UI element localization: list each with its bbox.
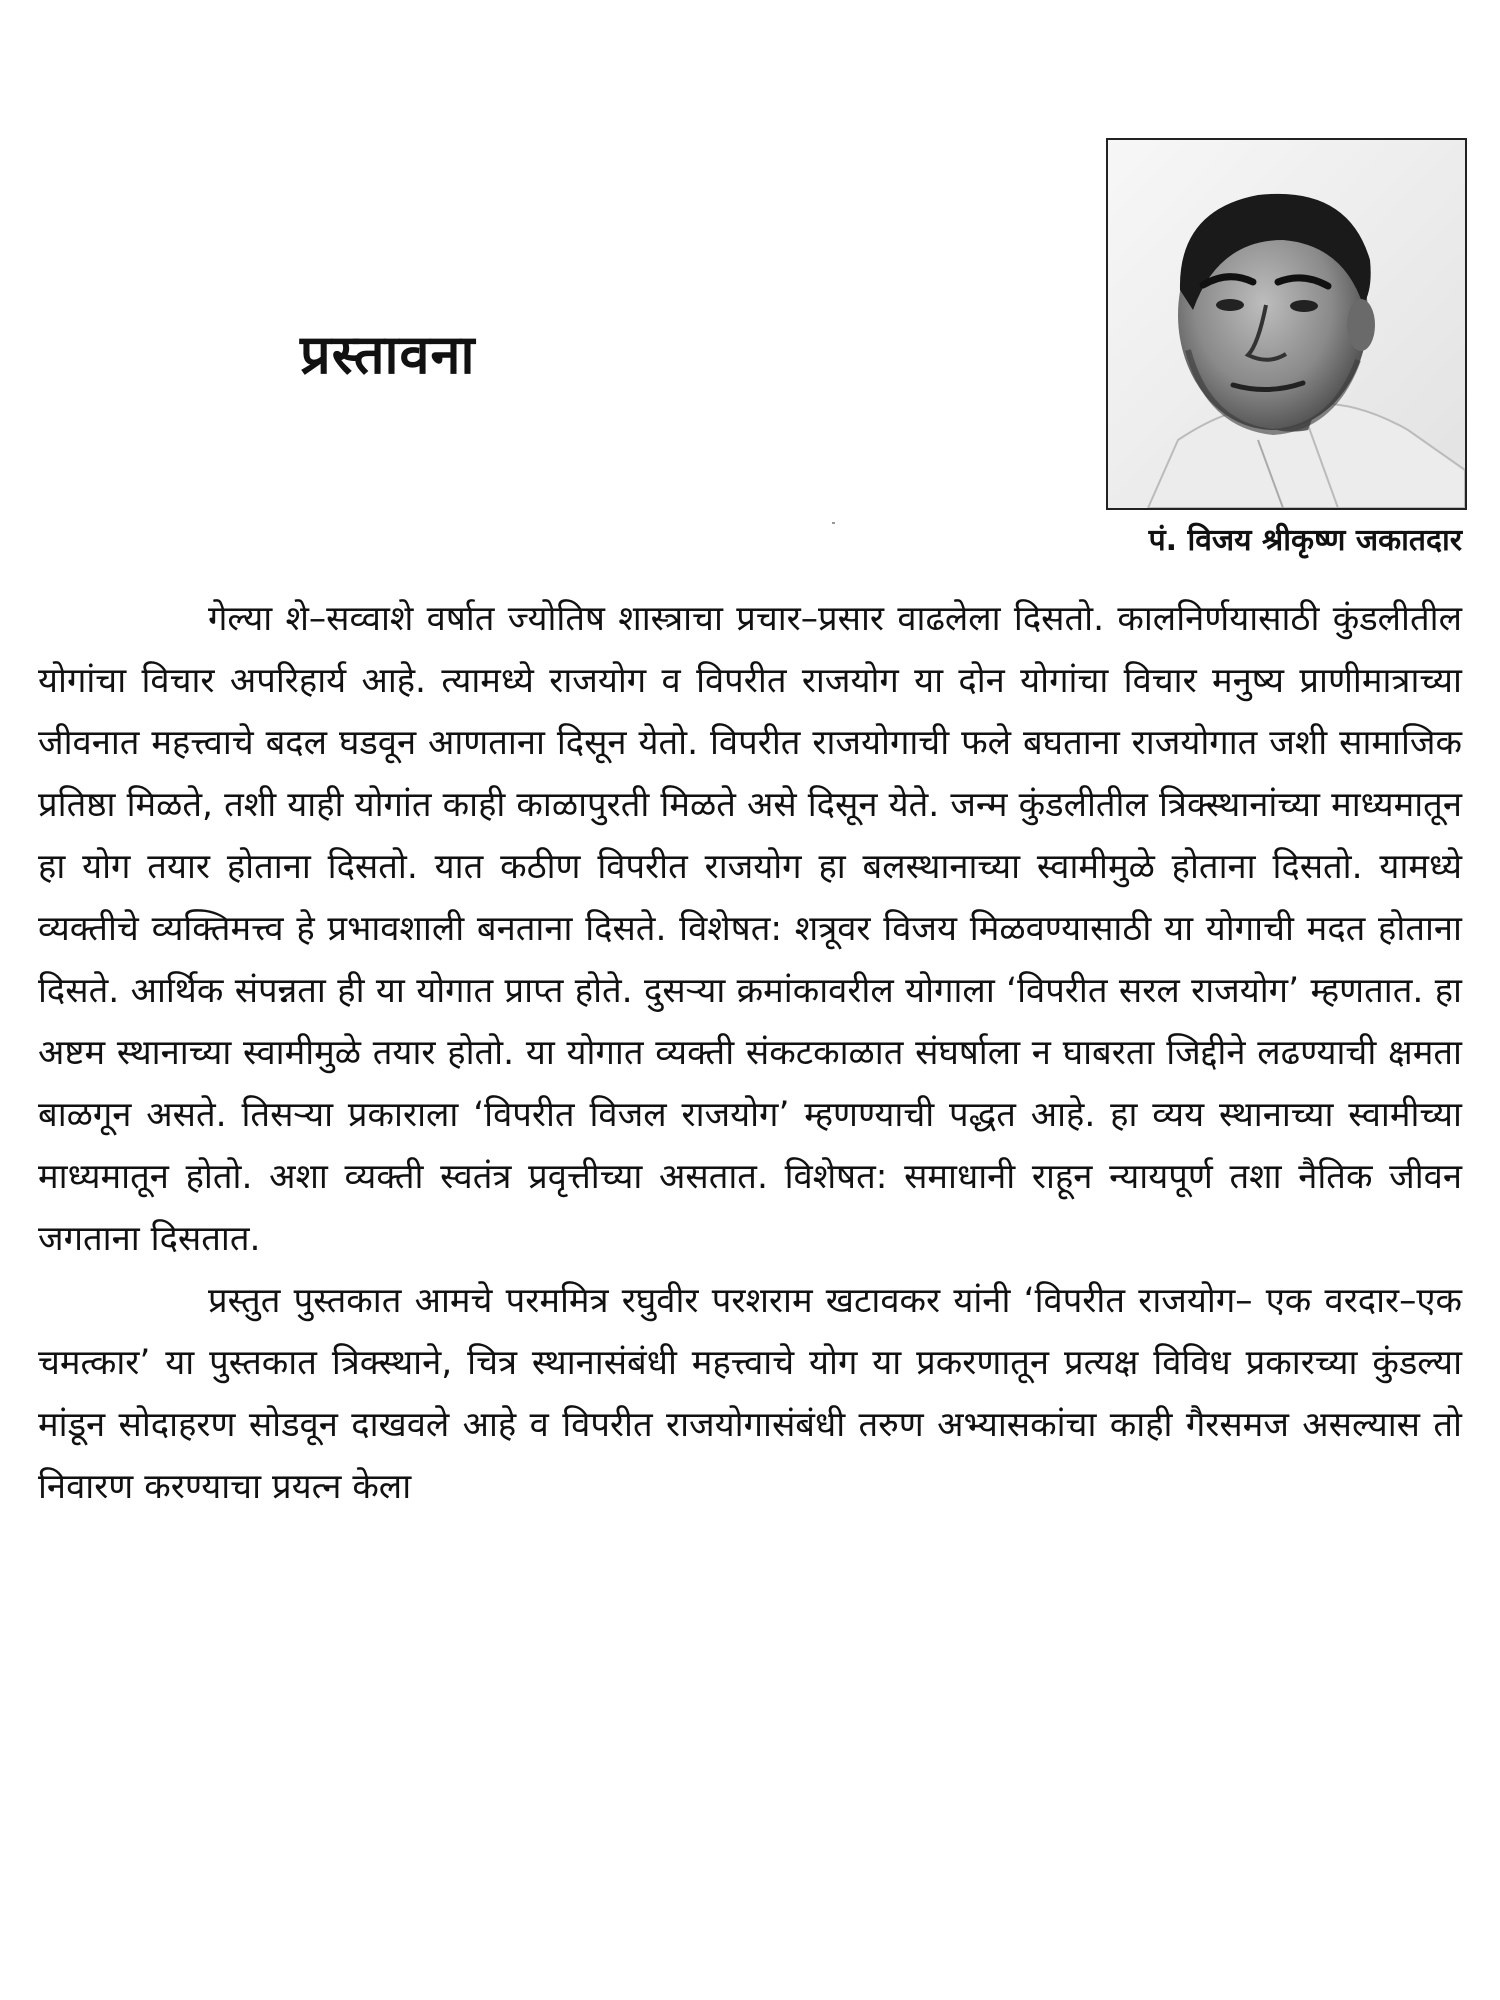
author-name: पं. विजय श्रीकृष्ण जकातदार <box>1148 523 1462 558</box>
portrait-image <box>1108 140 1465 508</box>
page-heading: प्रस्तावना <box>300 323 476 386</box>
paragraph-2: प्रस्तुत पुस्तकात आमचे परममित्र रघुवीर परशराम खटावकर यांनी ‘विपरीत राजयोग– एक वरदार–एक चमत्कार’ या पुस्तकात त्रिक्स्थाने, चित्र स्थानासंबंधी महत्त्वाचे योग या प्रकरणातून प्रत्यक्ष विविध प्रकारच्या कुंडल्या मांडून सोदाहरण सोडवून दाखवले आहे व विपरीत राजयोगासंबंधी तरुण अभ्यासकांचा काही गैरसमज असल्यास तो निवारण करण्याचा प्रयत्न केला <box>38 1281 1462 1507</box>
author-portrait <box>1106 138 1467 510</box>
preface-body <box>38 588 1462 1518</box>
paragraph-1: गेल्या शे–सव्वाशे वर्षात ज्योतिष शास्त्राचा प्रचार–प्रसार वाढलेला दिसतो. कालनिर्णयासाठी कुंडलीतील योगांचा विचार अपरिहार्य आहे. त्यामध्ये राजयोग व विपरीत राजयोग या दोन योगांचा विचार मनुष्य प्राणीमात्राच्या जीवनात महत्त्वाचे बदल घडवून आणताना दिसून येतो. विपरीत राजयोगाची फले बघताना राजयोगात जशी सामाजिक प्रतिष्ठा मिळते, तशी याही योगांत काही काळापुरती मिळते असे दिसून येते. जन्म कुंडलीतील त्रिक्स्थानांच्या माध्यमातून हा योग तयार होताना दिसतो. यात कठीण विपरीत राजयोग हा बलस्थानाच्या स्वामीमुळे होताना दिसतो. यामध्ये व्यक्तीचे व्यक्तिमत्त्व हे प्रभावशाली बनताना दिसते. विशेषत: शत्रूवर विजय मिळवण्यासाठी या योगाची मदत होताना दिसते. आर्थिक संपन्नता ही या योगात प्राप्त होते. दुसऱ्या क्रमांकावरील योगाला ‘विपरीत सरल राजयोग’ म्हणतात. हा अष्टम स्थानाच्या स्वामीमुळे तयार होतो. या योगात व्यक्ती संकटकाळात संघर्षाला न घाबरता जिद्दीने लढण्याची क्षमता बाळगून असते. तिसऱ्या प्रकाराला ‘विपरीत विजल राजयोग’ म्हणण्याची पद्धत आहे. हा व्यय स्थानाच्या स्वामीच्या माध्यमातून होतो. अशा व्यक्ती स्वतंत्र प्रवृत्तीच्या असतात. विशेषत: समाधानी राहून न्यायपूर्ण तशा नैतिक जीवन जगताना दिसतात. <box>38 599 1462 1259</box>
scan-speck <box>832 522 835 524</box>
